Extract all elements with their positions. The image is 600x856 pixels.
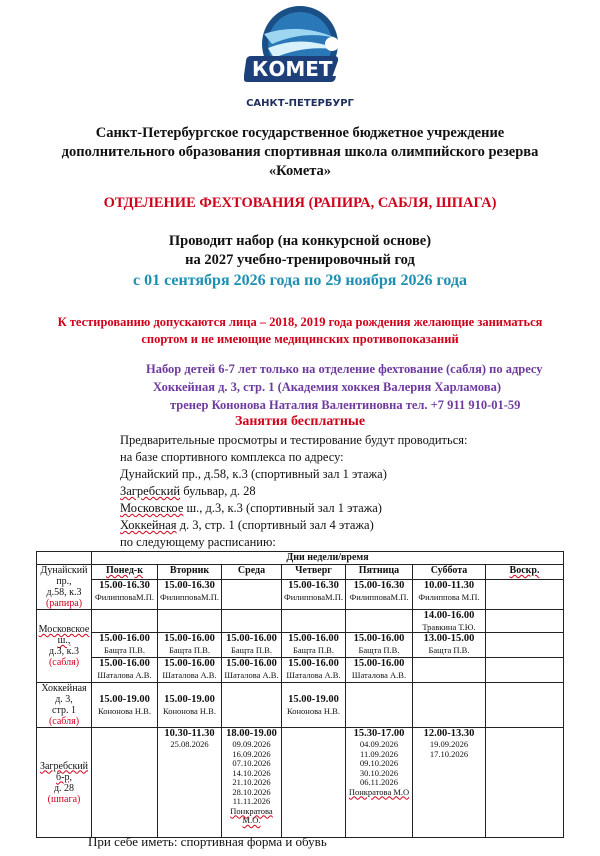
address-dunaysky: Дунайский пр., д.58, к.3 (спортивный зал 1 этажа) (120, 467, 387, 481)
place-zagreb: Загребский б-р, д. 28 (шпага) (37, 728, 92, 838)
logo-name: КОМЕТА (251, 57, 349, 81)
cell-zag-sat: 12.00-13.30 19.09.2026 17.10.2026 (413, 728, 486, 838)
cell-mos-r3-thu: 15.00-16.00 Шаталова А.В. (282, 658, 346, 683)
day-wed: Среда (222, 565, 282, 580)
department-title: ОТДЕЛЕНИЕ ФЕХТОВАНИЯ (РАПИРА, САБЛЯ, ШПАГА) (103, 195, 497, 211)
cell-mos-r1-sat: 14.00-16.00 Травкина Т.Ю. (413, 610, 486, 633)
cell-mos-r3-wed: 15.00-16.00 Шаталова А.В. (222, 658, 282, 683)
day-fri: Пятница (346, 565, 413, 580)
cell-dun-sun (486, 579, 564, 609)
day-mon: Понед-к (92, 565, 158, 580)
day-tue: Вторник (158, 565, 222, 580)
kids-line-3: тренер Кононова Наталия Валентиновна тел. +7 911 910-01-59 (170, 398, 521, 412)
cell-hoc-wed (222, 683, 282, 728)
cell-mos-r3-fri: 15.00-16.00 Шаталова А.В. (346, 658, 413, 683)
cell-mos-r1-wed (222, 610, 282, 633)
cell-mos-r1-tue (158, 610, 222, 633)
cell-mos-r2-tue: 15.00-16.00 Бащта П.В. (158, 633, 222, 658)
free-classes: Занятия бесплатные (234, 414, 366, 429)
cell-hoc-tue: 15.00-19.00 Кононова Н.В. (158, 683, 222, 728)
cell-mos-r2-sun (486, 633, 564, 658)
kids-line-1: Набор детей 6-7 лет только на отделение фехтование (сабля) по адресу (146, 362, 543, 376)
place-dunaysky: Дунайский пр., д.58, к.3 (рапира) (37, 565, 92, 610)
cell-hoc-mon: 15.00-19.00 Кононова Н.В. (92, 683, 158, 728)
place-moskovskoe: Московское ш., д.3, к.3 (сабля) (37, 610, 92, 683)
cell-mos-r2-mon: 15.00-16.00 Бащта П.В. (92, 633, 158, 658)
intro-line-1: Предварительные просмотры и тестирование будут проводиться: (120, 433, 468, 447)
recruitment-period: с 01 сентября 2026 года по 29 ноября 2026 года (133, 272, 467, 289)
cell-zag-fri: 15.30-17.00 04.09.2026 11.09.2026 09.10.2026 30.10.2026 06.11.2026 Понкратова М.О (346, 728, 413, 838)
intro-line-2: на базе спортивного комплекса по адресу: (120, 450, 344, 464)
cell-zag-wed: 18.00-19.00 09.09.2026 16.09.2026 07.10.2026 14.10.2026 21.10.2026 28.10.2026 11.11.2026 Понкратова М.О. (222, 728, 282, 838)
day-thu: Четверг (282, 565, 346, 580)
kometa-logo (244, 4, 356, 114)
address-hockey: Хоккейная д. 3, стр. 1 (спортивный зал 4 этажа) (120, 518, 374, 532)
cell-zag-sun (486, 728, 564, 838)
cell-dun-wed (222, 579, 282, 609)
cell-zag-thu (282, 728, 346, 838)
cell-dun-mon: 15.00-16.30 ФилипповаМ.П. (92, 579, 158, 609)
testing-eligibility: К тестированию допускаются лица – 2018, 2019 года рождения желающие заниматься спортом и не имеющие медицинских противопоказаний (57, 315, 543, 346)
cell-hoc-thu: 15.00-19.00 Кононова Н.В. (282, 683, 346, 728)
address-moskovskoe: Московское ш., д.3, к.3 (спортивный зал 1 этажа) (120, 501, 382, 515)
address-zagreb: Загребский бульвар, д. 28 (120, 484, 256, 498)
kids-line-2: Хоккейная д. 3, стр. 1 (Академия хоккея Валерия Харламова) (153, 380, 501, 394)
cell-hoc-sat (413, 683, 486, 728)
cell-zag-mon (92, 728, 158, 838)
cell-mos-r1-mon (92, 610, 158, 633)
logo-city: САНКТ-ПЕТЕРБУРГ (246, 98, 354, 109)
cell-dun-fri: 15.00-16.30 ФилипповаМ.П. (346, 579, 413, 609)
cell-mos-r2-fri: 15.00-16.00 Бащта П.В. (346, 633, 413, 658)
schedule-intro: по следующему расписанию: (120, 535, 276, 549)
cell-mos-r3-sun (486, 658, 564, 683)
table-header: Дни недели/время (92, 552, 564, 565)
place-hockey: Хоккейная д. 3, стр. 1 (сабля) (37, 683, 92, 728)
footer-note: При себе иметь: спортивная форма и обувь (88, 834, 327, 849)
recruitment-text: Проводит набор (на конкурсной основе) на 2027 учебно-тренировочный год (168, 233, 432, 268)
cell-hoc-fri (346, 683, 413, 728)
cell-dun-thu: 15.00-16.30 ФилипповаМ.П. (282, 579, 346, 609)
cell-mos-r2-thu: 15.00-16.00 Бащта П.В. (282, 633, 346, 658)
cell-mos-r1-thu (282, 610, 346, 633)
cell-dun-sat: 10.00-11.30 Филиппова М.П. (413, 579, 486, 609)
cell-mos-r1-fri (346, 610, 413, 633)
cell-dun-tue: 15.00-16.30 ФилипповаМ.П. (158, 579, 222, 609)
institution-name: Санкт-Петербургское государственное бюджетное учреждение дополнительного образования спортивная школа олимпийского резерва «Комета» (61, 125, 539, 179)
cell-mos-r2-wed: 15.00-16.00 Бащта П.В. (222, 633, 282, 658)
cell-zag-tue: 10.30-11.30 25.08.2026 (158, 728, 222, 838)
cell-mos-r3-mon: 15.00-16.00 Шаталова А.В. (92, 658, 158, 683)
schedule-table (36, 551, 564, 838)
day-sat: Суббота (413, 565, 486, 580)
header-empty (37, 552, 92, 565)
cell-hoc-sun (486, 683, 564, 728)
cell-mos-r1-sun (486, 610, 564, 633)
day-sun: Воскр. (486, 565, 564, 580)
cell-mos-r3-tue: 15.00-16.00 Шаталова А.В. (158, 658, 222, 683)
cell-mos-r3-sat (413, 658, 486, 683)
cell-mos-r2-sat: 13.00-15.00 Бащта П.В. (413, 633, 486, 658)
